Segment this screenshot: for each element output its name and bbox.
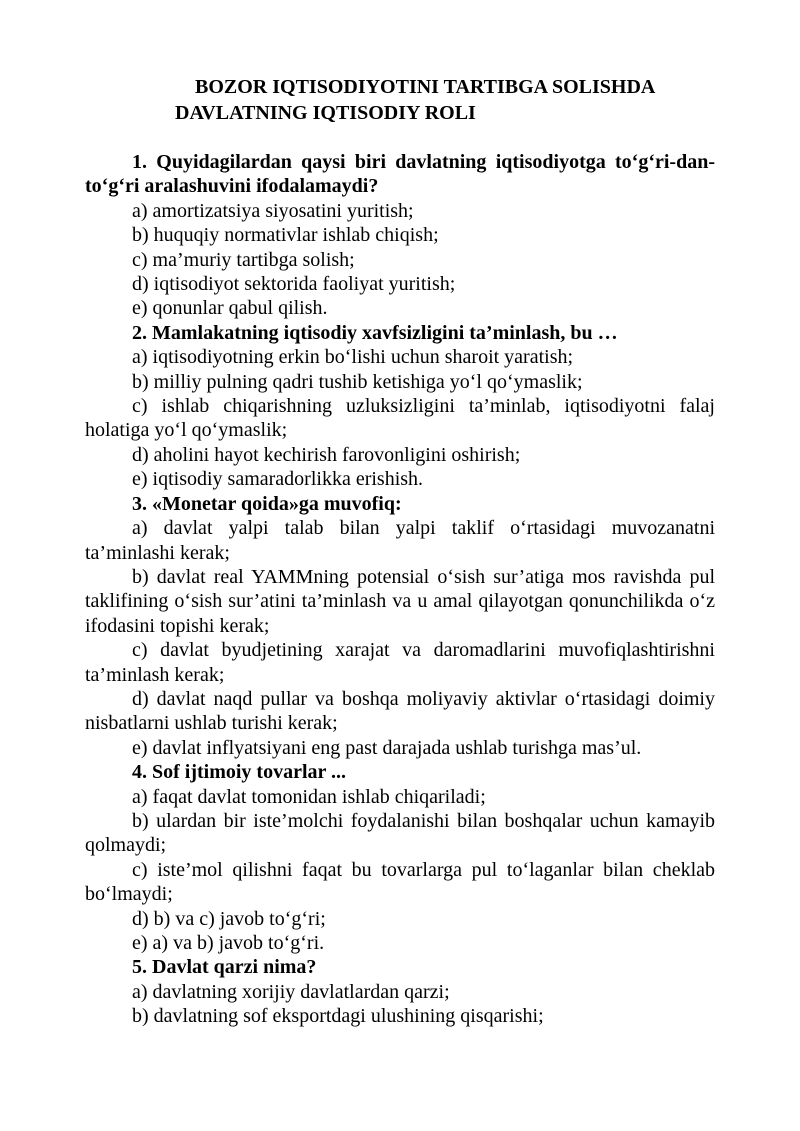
question-4-option-d: d) b) va c) javob to‘g‘ri; (132, 907, 326, 930)
question-1-option-a: a) amortizatsiya siyosatini yuritish; (132, 199, 414, 222)
question-4-option-a: a) faqat davlat tomonidan ishlab chiqariladi; (132, 785, 486, 808)
question-2-option-b: b) milliy pulning qadri tushib ketishiga yo‘l qo‘ymaslik; (132, 370, 583, 393)
question-5-option-b: b) davlatning sof eksportdagi ulushining qisqarishi; (132, 1005, 544, 1028)
question-1-option-e: e) qonunlar qabul qilish. (132, 297, 328, 320)
question-4-option-b: b) ulardan bir iste’molchi foydalanishi bilan boshqalar uchun kamayib qolmaydi; (85, 809, 715, 857)
question-5-option-a: a) davlatning xorijiy davlatlardan qarzi; (132, 980, 450, 1003)
document-title (175, 74, 655, 126)
question-1-option-d: d) iqtisodiyot sektorida faoliyat yuritish; (132, 273, 456, 296)
question-3: 3. «Monetar qoida»ga muvofiq: (132, 492, 402, 515)
question-1-option-b: b) huquqiy normativlar ishlab chiqish; (132, 224, 439, 247)
question-5: 5. Davlat qarzi nima? (132, 956, 317, 979)
question-4: 4. Sof ijtimoiy tovarlar ... (132, 761, 347, 784)
question-2-option-a: a) iqtisodiyotning erkin bo‘lishi uchun sharoit yaratish; (132, 346, 574, 369)
question-3-option-e: e) davlat inflyatsiyani eng past darajada ushlab turishga mas’ul. (132, 736, 642, 759)
question-4-option-e: e) a) va b) javob to‘g‘ri. (132, 932, 325, 954)
question-2-option-d: d) aholini hayot kechirish farovonligini oshirish; (132, 443, 521, 466)
question-2-option-e: e) iqtisodiy samaradorlikka erishish. (132, 468, 424, 491)
title-line-1: BOZOR IQTISODIYOTINI TARTIBGA SOLISHDA (195, 76, 656, 98)
title-line-2: DAVLATNING IQTISODIY ROLI (175, 102, 476, 124)
question-2: 2. Mamlakatning iqtisodiy xavfsizligini ta’minlash, bu … (132, 321, 618, 344)
question-3-option-b: b) davlat real YAMMning potensial o‘sish sur’atiga mos ravishda pul taklifining o‘sish sur’atini ta’minlash va u amal qilayotgan qonunchilikda o‘z ifodasini topishi kerak; (85, 565, 715, 637)
question-3-option-a: a) davlat yalpi talab bilan yalpi taklif o‘rtasidagi muvozanatni ta’minlashi kerak; (85, 517, 715, 564)
question-2-option-c: c) ishlab chiqarishning uzluksizligini ta’minlab, iqtisodiyotni falaj holatiga yo‘l qo‘ymaslik; (85, 395, 715, 442)
question-3-option-c: c) davlat byudjetining xarajat va daromadlarini muvofiqlashtirishni ta’minlash kerak; (85, 639, 715, 686)
question-list (85, 150, 715, 1029)
question-4-option-c: c) iste’mol qilishni faqat bu tovarlarga pul to‘laganlar bilan cheklab bo‘lmaydi; (85, 858, 715, 906)
question-1-option-c: c) ma’muriy tartibga solish; (132, 248, 355, 271)
question-3-option-d: d) davlat naqd pullar va boshqa moliyaviy aktivlar o‘rtasidagi doimiy nisbatlarni ushlab turishi kerak; (85, 687, 715, 735)
question-1: 1. Quyidagilardan qaysi biri davlatning iqtisodiyotga to‘g‘ri-dan-to‘g‘ri aralashuvini ifodalamaydi? (85, 151, 715, 198)
